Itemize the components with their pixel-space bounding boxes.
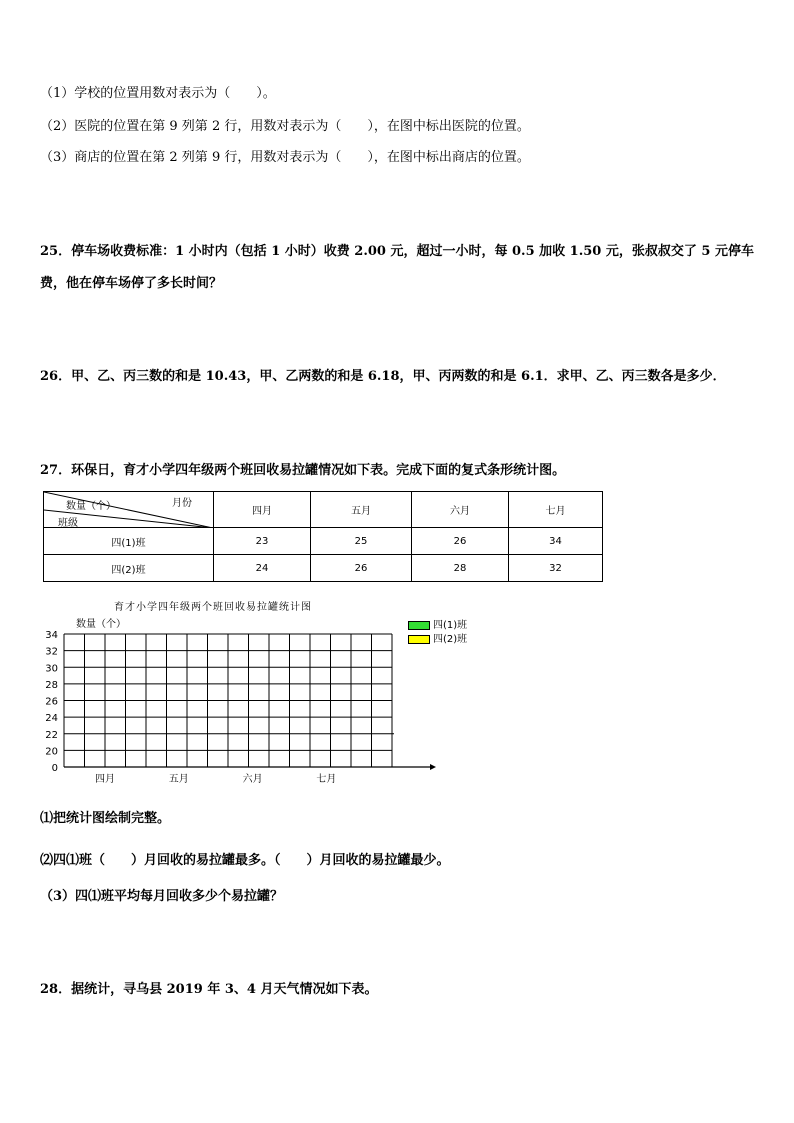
y-tick-label: 22 [45,729,58,741]
value-cell: 26 [311,555,412,582]
y-tick-label: 26 [45,696,58,708]
value-cell: 26 [412,528,509,555]
y-tick-label: 34 [45,630,58,641]
q27-sub2: ⑵四⑴班（ ）月回收的易拉罐最多。（ ）月回收的易拉罐最少。 [40,853,450,868]
q24-line-2: （2）医院的位置在第 9 列第 2 行，用数对表示为（ ），在图中标出医院的位置。 [40,119,530,134]
q28-text: 28．据统计，寻乌县 2019 年 3、4 月天气情况如下表。 [40,982,378,997]
x-tick-label: 四月 [95,774,115,785]
x-tick-label: 七月 [316,774,337,785]
q25-line-1: 25．停车场收费标准：1 小时内（包括 1 小时）收费 2.00 元，超过一小时，每 0.5 加收 1.50 元，张叔叔交了 5 元停车 [40,244,754,259]
value-cell: 24 [214,555,311,582]
class-cell: 四(2)班 [44,555,214,582]
y-tick-label: 32 [45,646,58,658]
x-axis-arrow [430,764,436,770]
value-cell: 34 [509,528,603,555]
corner-month-label: 月份 [172,498,192,509]
q27-sub1: ⑴把统计图绘制完整。 [40,811,171,826]
chart-plot-area [30,590,500,790]
value-cell: 23 [214,528,311,555]
corner-class-label: 班级 [58,518,78,529]
table-corner-header [44,492,214,528]
q26-text: 26．甲、乙、丙三数的和是 10.43，甲、乙两数的和是 6.18，甲、丙两数的和是 6.1．求甲、乙、丙三数各是多少． [40,369,726,384]
corner-quantity-label: 数量（个） [66,501,116,512]
x-tick-label: 五月 [168,774,189,785]
class-cell: 四(1)班 [44,528,214,555]
legend-label: 四(2)班 [433,634,468,645]
y-tick-label: 30 [45,663,58,675]
table-row [44,555,603,582]
legend-label: 四(1)班 [433,620,468,631]
chart-title: 育才小学四年级两个班回收易拉罐统计图 [114,602,312,613]
q24-line-3: （3）商店的位置在第 2 列第 9 行，用数对表示为（ ），在图中标出商店的位置。 [40,150,530,165]
recycle-table [43,491,603,582]
y-tick-label: 0 [51,763,58,774]
value-cell: 28 [412,555,509,582]
value-cell: 25 [311,528,412,555]
month-header-jun: 六月 [412,492,509,528]
y-tick-label: 20 [45,746,58,758]
table-row [44,528,603,555]
month-header-may: 五月 [311,492,412,528]
y-axis-label: 数量（个） [76,619,126,630]
y-tick-label: 28 [45,679,58,691]
bar-chart [30,590,500,790]
x-tick-label: 六月 [242,774,263,785]
q27-stem: 27．环保日，育才小学四年级两个班回收易拉罐情况如下表。完成下面的复式条形统计图。 [40,463,566,478]
month-header-jul: 七月 [509,492,603,528]
q27-sub3: （3）四⑴班平均每月回收多少个易拉罐？ [40,889,284,904]
y-tick-label: 24 [45,713,58,725]
q25-line-2: 费，他在停车场停了多长时间？ [40,276,223,291]
month-header-apr: 四月 [214,492,311,528]
q24-line-1: （1）学校的位置用数对表示为（ ）。 [40,86,276,101]
value-cell: 32 [509,555,603,582]
